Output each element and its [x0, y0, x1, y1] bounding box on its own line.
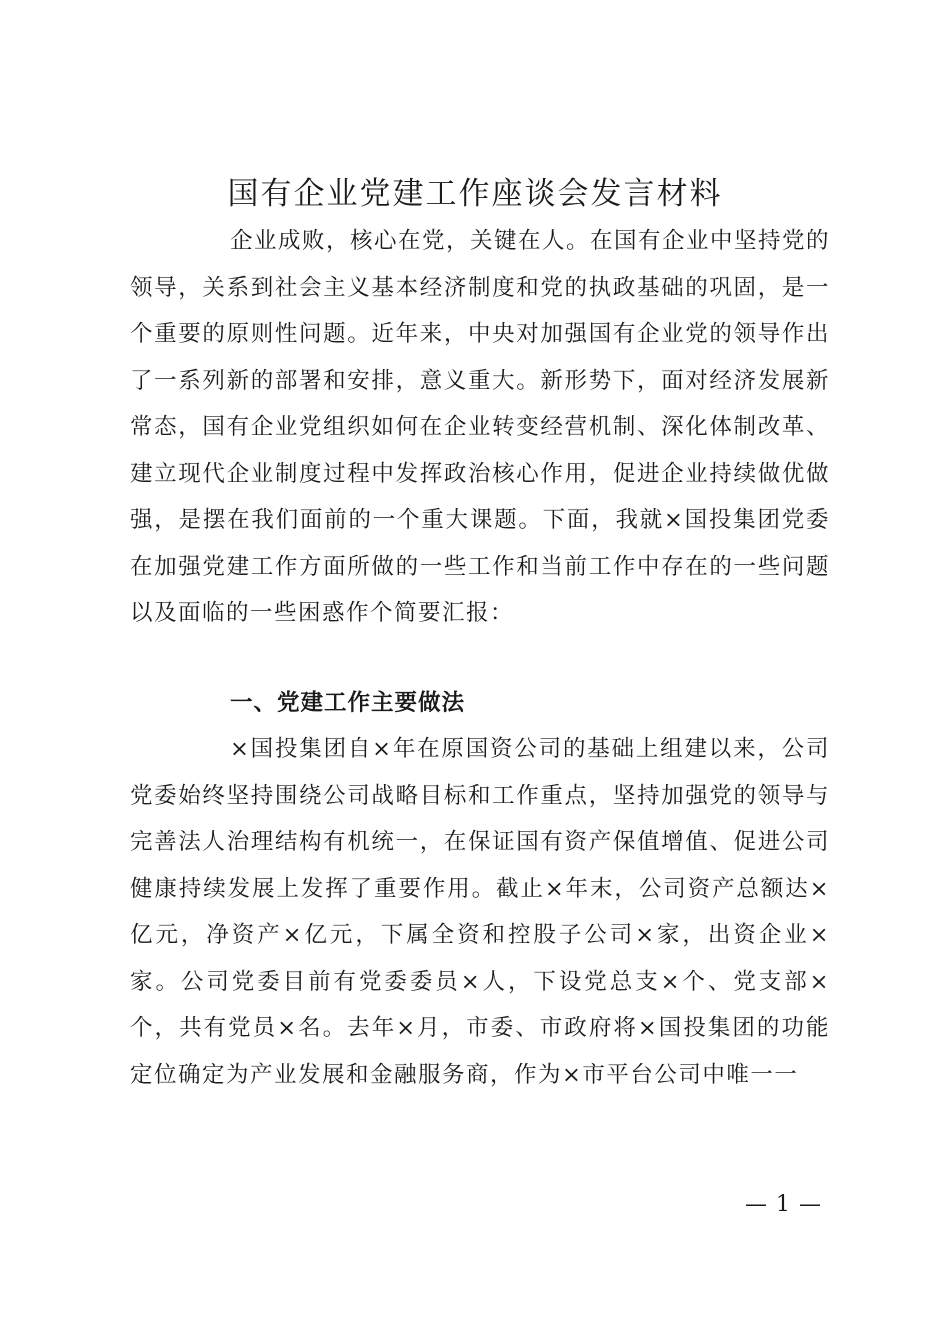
section-paragraph: ×国投集团自×年在原国资公司的基础上组建以来，公司党委始终坚持围绕公司战略目标和工作重点，坚持加强党的领导与完善法人治理结构有机统一，在保证国有资产保值增值、促进公司健康持续发展上发挥了重要作用。截止×年末，公司资产总额达×亿元，净资产×亿元，下属全资和控股子公司×家，出资企业×家。公司党委目前有党委委员×人，下设党总支×个、党支部×个，共有党员×名。去年×月，市委、市政府将×国投集团的功能定位确定为产业发展和金融服务商，作为×市平台公司中唯一一	[130, 736, 830, 1088]
intro-paragraph: 企业成败，核心在党，关键在人。在国有企业中坚持党的领导，关系到社会主义基本经济制度和党的执政基础的巩固，是一个重要的原则性问题。近年来，中央对加强国有企业党的领导作出了一系列新的部署和安排，意义重大。新形势下，面对经济发展新常态，国有企业党组织如何在企业转变经营机制、深化体制改革、建立现代企业制度过程中发挥政治核心作用，促进企业持续做优做强，是摆在我们面前的一个重大课题。下面，我就×国投集团党委在加强党建工作方面所做的一些工作和当前工作中存在的一些问题以及面临的一些困惑作个简要汇报：	[130, 228, 831, 626]
section-heading: 一、党建工作主要做法	[230, 690, 466, 716]
document-title: 国有企业党建工作座谈会发言材料	[227, 176, 723, 212]
page-number: — 1 —	[745, 1192, 822, 1217]
